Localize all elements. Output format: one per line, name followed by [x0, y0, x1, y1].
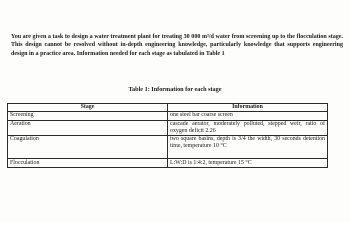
table-row — [8, 112, 328, 120]
information-cell: cascade aerator, moderately polluted, stepped weir, ratio of oxygen deficit 2.26 — [168, 120, 328, 135]
information-cell: L:W:D is 1:4:2, temperature 15 °C — [168, 159, 328, 167]
table-row — [8, 120, 328, 135]
task-description: You are given a task to design a water treatment plant for treating 30 000 m³/d water from screening up to the flocculation stage. This design cannot be resolved without in-depth engineering knowledge, particularly knowledge that supports engineering design in a practice area. Information needed for each stage as tabulated in Table 1 — [11, 34, 343, 57]
table-row — [8, 159, 328, 167]
column-header-information: Information — [168, 104, 328, 112]
stage-cell: Aeration — [8, 120, 168, 135]
information-cell: two square basins, depth is 3/4 the width, 30 seconds detention time, temperature 10 °C — [168, 136, 328, 159]
table-header-row — [8, 104, 328, 112]
table-caption: Table 1: Information for each stage — [128, 86, 222, 93]
table-row — [8, 136, 328, 159]
stage-information-table — [7, 103, 328, 168]
stage-cell: Screening — [8, 112, 168, 120]
column-header-stage: Stage — [8, 104, 168, 112]
stage-cell: Coagulation — [8, 136, 168, 159]
information-cell: one steel bar coarse screen — [168, 112, 328, 120]
stage-cell: Flocculation — [8, 159, 168, 167]
